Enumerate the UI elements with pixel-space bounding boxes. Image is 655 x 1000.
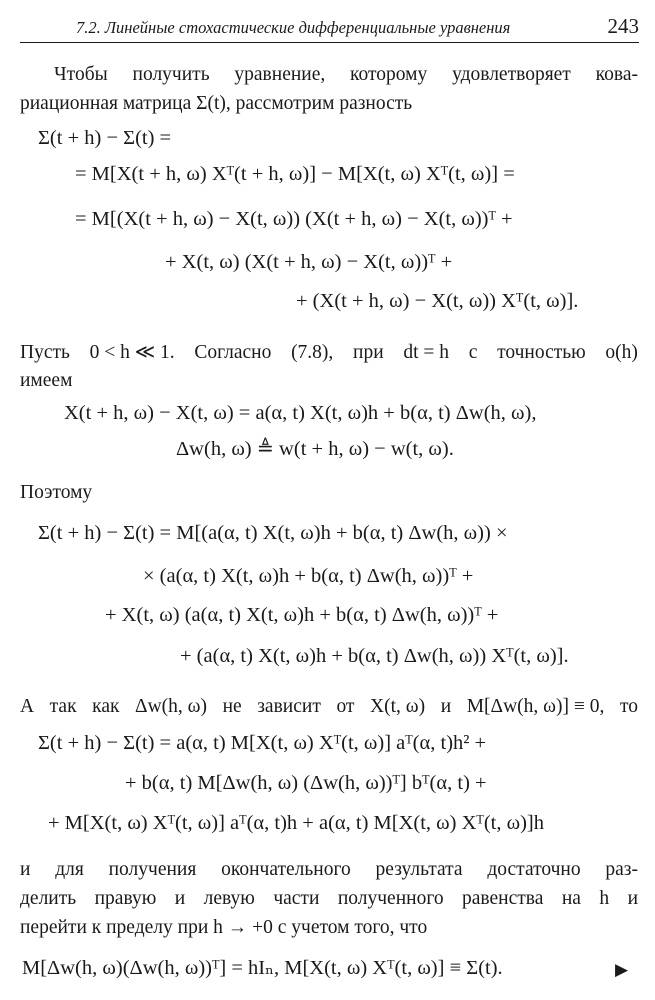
word: от (336, 696, 355, 717)
equation-4-line-2: + b(α, t) M[Δw(h, ω) (Δw(h, ω))ᵀ] bᵀ(α, t) + (125, 772, 487, 794)
paragraph-4 (20, 692, 638, 721)
running-header (20, 12, 639, 40)
equation-2-line-1: X(t + h, ω) − X(t, ω) = a(α, t) X(t, ω)h + b(α, t) Δw(h, ω), (64, 402, 537, 424)
word: M[Δw(h, ω)] ≡ 0, (466, 696, 605, 717)
word: получения (108, 859, 197, 880)
word: левую (203, 888, 255, 909)
header-rule (20, 42, 639, 43)
word: как (92, 696, 120, 717)
word: точностью (497, 342, 586, 363)
word: Согласно (194, 342, 272, 363)
word: полученного (337, 888, 444, 909)
word: результата (375, 859, 463, 880)
paragraph-2-line-1 (20, 338, 638, 367)
word: получить (132, 64, 210, 85)
paragraph-5-line-2 (20, 884, 638, 913)
paragraph-5-line-1 (20, 855, 638, 884)
word: А (20, 696, 35, 717)
equation-1-line-3: = M[(X(t + h, ω) − X(t, ω)) (X(t + h, ω) − X(t, ω))ᵀ + (75, 208, 513, 230)
equation-1-line-5: + (X(t + h, ω) − X(t, ω)) Xᵀ(t, ω)]. (296, 290, 579, 312)
word: Пусть (20, 342, 70, 363)
word: на (561, 888, 581, 909)
word: 0 < h ≪ 1. (89, 342, 175, 363)
equation-4-line-1: Σ(t + h) − Σ(t) = a(α, t) M[X(t, ω) Xᵀ(t, ω)] aᵀ(α, t)h² + (38, 732, 487, 754)
word: Чтобы (54, 64, 108, 85)
word: делить (20, 888, 77, 909)
word: при (353, 342, 384, 363)
word: X(t, ω) (370, 696, 426, 717)
equation-3-line-1: Σ(t + h) − Σ(t) = M[(a(α, t) X(t, ω)h + b(α, t) Δw(h, ω)) × (38, 522, 508, 544)
word: которому (350, 64, 428, 85)
end-of-proof-icon: ▶ (615, 960, 629, 979)
paragraph-2-line-2: имеем (20, 370, 73, 391)
word: h (599, 888, 610, 909)
equation-1-line-1: Σ(t + h) − Σ(t) = (38, 127, 172, 149)
word: окончательного (221, 859, 351, 880)
word: кова- (595, 64, 638, 85)
paragraph-1-line-2: риационная матрица Σ(t), рассмотрим разность (20, 93, 413, 114)
word: не (222, 696, 242, 717)
word: и (20, 859, 31, 880)
paragraph-1-line-1 (20, 60, 638, 89)
equation-1-line-4: + X(t, ω) (X(t + h, ω) − X(t, ω))ᵀ + (165, 251, 453, 273)
word: удовлетворяет (452, 64, 571, 85)
word: раз- (605, 859, 638, 880)
word: равенства (462, 888, 544, 909)
word: для (55, 859, 84, 880)
word: правую (94, 888, 157, 909)
equation-2-line-2: Δw(h, ω) ≜ w(t + h, ω) − w(t, ω). (176, 438, 454, 460)
word: Δw(h, ω) (135, 696, 207, 717)
word: уравнение, (234, 64, 326, 85)
paragraph-3: Поэтому (20, 482, 93, 503)
equation-5: M[Δw(h, ω)(Δw(h, ω))ᵀ] = hIₙ, M[X(t, ω) Xᵀ(t, ω)] ≡ Σ(t). (22, 957, 503, 979)
word: так (49, 696, 77, 717)
word: dt = h (403, 342, 450, 363)
equation-3-line-2: × (a(α, t) X(t, ω)h + b(α, t) Δw(h, ω))ᵀ + (143, 565, 474, 587)
word: o(h) (605, 342, 638, 363)
word: и (440, 696, 452, 717)
word: то (619, 696, 638, 717)
word: зависит (257, 696, 321, 717)
header-title: 7.2. Линейные стохастические дифференциальные уравнения (76, 18, 511, 37)
word: (7.8), (291, 342, 334, 363)
page-number: 243 (607, 14, 639, 38)
equation-3-line-4: + (a(α, t) X(t, ω)h + b(α, t) Δw(h, ω)) Xᵀ(t, ω)]. (180, 645, 569, 667)
equation-4-line-3: + M[X(t, ω) Xᵀ(t, ω)] aᵀ(α, t)h + a(α, t) M[X(t, ω) Xᵀ(t, ω)]h (48, 812, 545, 834)
equation-3-line-3: + X(t, ω) (a(α, t) X(t, ω)h + b(α, t) Δw(h, ω))ᵀ + (105, 604, 499, 626)
word: и (627, 888, 638, 909)
word: части (273, 888, 320, 909)
equation-1-line-2: = M[X(t + h, ω) Xᵀ(t + h, ω)] − M[X(t, ω) Xᵀ(t, ω)] = (75, 163, 515, 185)
word: и (174, 888, 186, 909)
paragraph-5-line-3: перейти к пределу при h → +0 с учетом того, что (20, 917, 428, 938)
word: достаточно (487, 859, 581, 880)
word: с (468, 342, 478, 363)
